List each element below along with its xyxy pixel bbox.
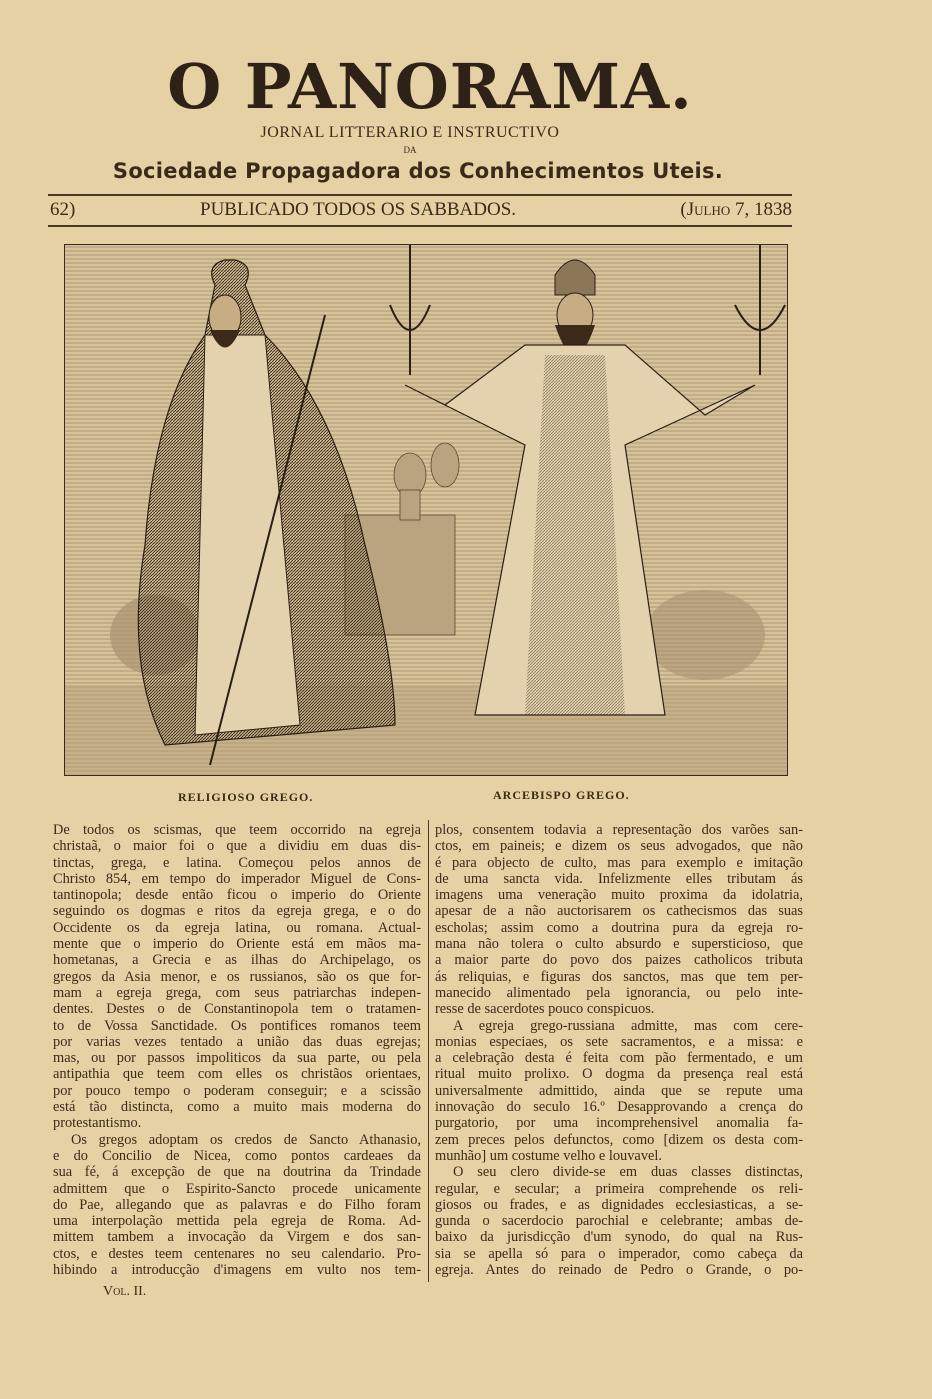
text-line: mana não tolera o culto absurdo e supersticioso, que (435, 936, 803, 953)
text-line: seguindo os dogmas e ritos da egreja grega, e o do (53, 903, 421, 920)
text-line: tantinopola; desde então ficou o imperio do Oriente (53, 887, 421, 904)
text-line: egreja. Antes do reinado de Pedro o Grande, o po- (435, 1262, 803, 1279)
text-line: Occidente os da egreja latina, ou romana. Actual- (53, 919, 421, 936)
text-line: Os gregos adoptam os credos de Sancto Athanasio, (71, 1131, 421, 1148)
journal-subtitle: JORNAL LITTERARIO E INSTRUCTIVO (260, 124, 560, 141)
text-line: O seu clero divide-se em duas classes distinctas, (453, 1164, 803, 1181)
text-line: hometanas, a Grecia e as ilhas do Archipelago, os (53, 952, 421, 969)
text-line: Christo 854, em tempo do imperador Miguel de Cons- (53, 870, 421, 887)
text-line: mas, ou por passos impoliticos da sua parte, ou pela (53, 1050, 421, 1067)
text-column-left (53, 822, 421, 1278)
text-line: gunda o sacerdocio parochial e celebrante; ambas de- (435, 1213, 803, 1230)
text-line: De todos os scismas, que teem occorrido na egreja (53, 822, 421, 838)
text-line: imagens uma veneração muito proxima da idolatria, (435, 887, 803, 904)
text-line: gregos da Asia menor, e os russianos, são os que for- (53, 968, 421, 985)
text-line: uma interpolação mettida pela egreja de Roma. Ad- (53, 1213, 421, 1230)
text-line: dentes. Destes o de Constantinopola tem o tratamen- (53, 1001, 421, 1018)
society-name: Sociedade Propagadora dos Conhecimentos Uteis. (112, 159, 724, 183)
caption-arcebispo-grego: ARCEBISPO GREGO. (493, 788, 630, 802)
text-line: ctos, em paineis; e dizem os seus advogados, que não (435, 838, 803, 855)
text-line: sia se apella só para o imperador, como cabeça da (435, 1245, 803, 1262)
volume-label: Vol. II. (103, 1284, 147, 1299)
text-line: innovação do seculo 16.º Desapprovando a crença do (435, 1099, 803, 1116)
header-rule-bottom (48, 225, 792, 227)
caption-religioso-grego: RELIGIOSO GREGO. (178, 790, 314, 804)
text-line: ctos, e destes teem centenares no seu calendario. Pro- (53, 1245, 421, 1262)
text-line: do Pae, allegando que as palavras e do Filho foram (53, 1196, 421, 1213)
text-line: giosos ou frades, e as dignidades ecclesiasticas, a se- (435, 1196, 803, 1213)
text-line: monias especiaes, os sete sacramentos, e a missa: e (435, 1033, 803, 1050)
text-line: ás reliquias, e figuras dos sanctos, mas que tem per- (435, 968, 803, 985)
text-line: apesar de a não auctorisarem os cathecismos das suas (435, 903, 803, 920)
text-line: está tão distincta, como a muito mais moderna do (53, 1099, 421, 1116)
text-line: é para objecto de culto, mas para exemplo e imitação (435, 854, 803, 871)
text-line: plos, consentem todavia a representação dos varões san- (435, 822, 803, 838)
text-line: to de Vossa Sanctidade. Os pontifices romanos teem (53, 1017, 421, 1034)
text-line: christaã, o maior foi o que a dividiu em duas dis- (53, 838, 421, 855)
text-line: escholas; assim como a doutrina pura da egreja ro- (435, 919, 803, 936)
text-line: a celebração desta é feita com pão fermentado, e um (435, 1050, 803, 1067)
text-line: ritual muito prolixo. O dogma da presença real está (435, 1066, 803, 1083)
issue-date: (Julho 7, 1838 (680, 199, 792, 220)
text-line: mam a egreja grega, com seus patriarchas indepen- (53, 984, 421, 1001)
text-line: tinctas, grega, e latina. Começou pelos annos de (53, 854, 421, 871)
text-line: sua fé, á excepção de que na doutrina da Trindade (53, 1164, 421, 1181)
text-line: universalmente admittido, ainda que se repute uma (435, 1082, 803, 1099)
engraving-drawing (65, 245, 787, 775)
text-line: protestantismo. (53, 1115, 142, 1132)
text-line: purgatorio, por uma incomprehensivel anomalia fa- (435, 1115, 803, 1132)
text-line: admittem que o Espirito-Sancto procede unicamente (53, 1180, 421, 1197)
text-column-right (435, 822, 803, 1278)
text-line: por varias vezes tentado a união das duas egrejas; (53, 1033, 421, 1050)
text-line: baixo da jurisdicção d'um synodo, do qual na Rus- (435, 1229, 803, 1246)
engraving-illustration (64, 244, 788, 776)
subtitle-da: DA (403, 145, 417, 155)
masthead-title: O PANORAMA. (167, 50, 693, 123)
header-rule-top (48, 194, 792, 196)
issue-line (50, 198, 792, 222)
text-line: A egreja grego-russiana admitte, mas com cere- (453, 1017, 803, 1034)
text-line: hibindo a introducção d'imagens em vulto nos tem- (53, 1262, 421, 1279)
publication-frequency: PUBLICADO TODOS OS SABBADOS. (200, 199, 517, 220)
text-line: zem preces pelos defunctos, como [dizem os desta com- (435, 1131, 803, 1148)
text-line: regular, e secular; a primeira comprehende os reli- (435, 1180, 803, 1197)
text-line: mittem tambem a invocação da Virgem e dos san- (53, 1229, 421, 1246)
text-line: mente que o imperio do Oriente está em mãos ma- (53, 936, 421, 953)
text-line: munhão] um costume velho e louvavel. (435, 1147, 662, 1164)
text-line: manecido alimentado pela ignorancia, ou pelo inte- (435, 984, 803, 1001)
page-number: 62) (50, 199, 76, 220)
text-line: de uma sancta vida. Infelizmente elles tributam ás (435, 870, 803, 887)
text-line: a maior parte do povo dos paizes catholicos tributa (435, 952, 803, 969)
text-line: resse de sacerdotes pouco conspicuos. (435, 1001, 655, 1018)
text-line: por pouco tempo o poderam conseguir; e a scissão (53, 1082, 421, 1099)
text-line: e do Concilio de Nicea, como pontos cardeaes da (53, 1147, 421, 1164)
column-divider (428, 820, 429, 1282)
text-line: antipathia que teem com elles os christãos orientaes, (53, 1066, 421, 1083)
